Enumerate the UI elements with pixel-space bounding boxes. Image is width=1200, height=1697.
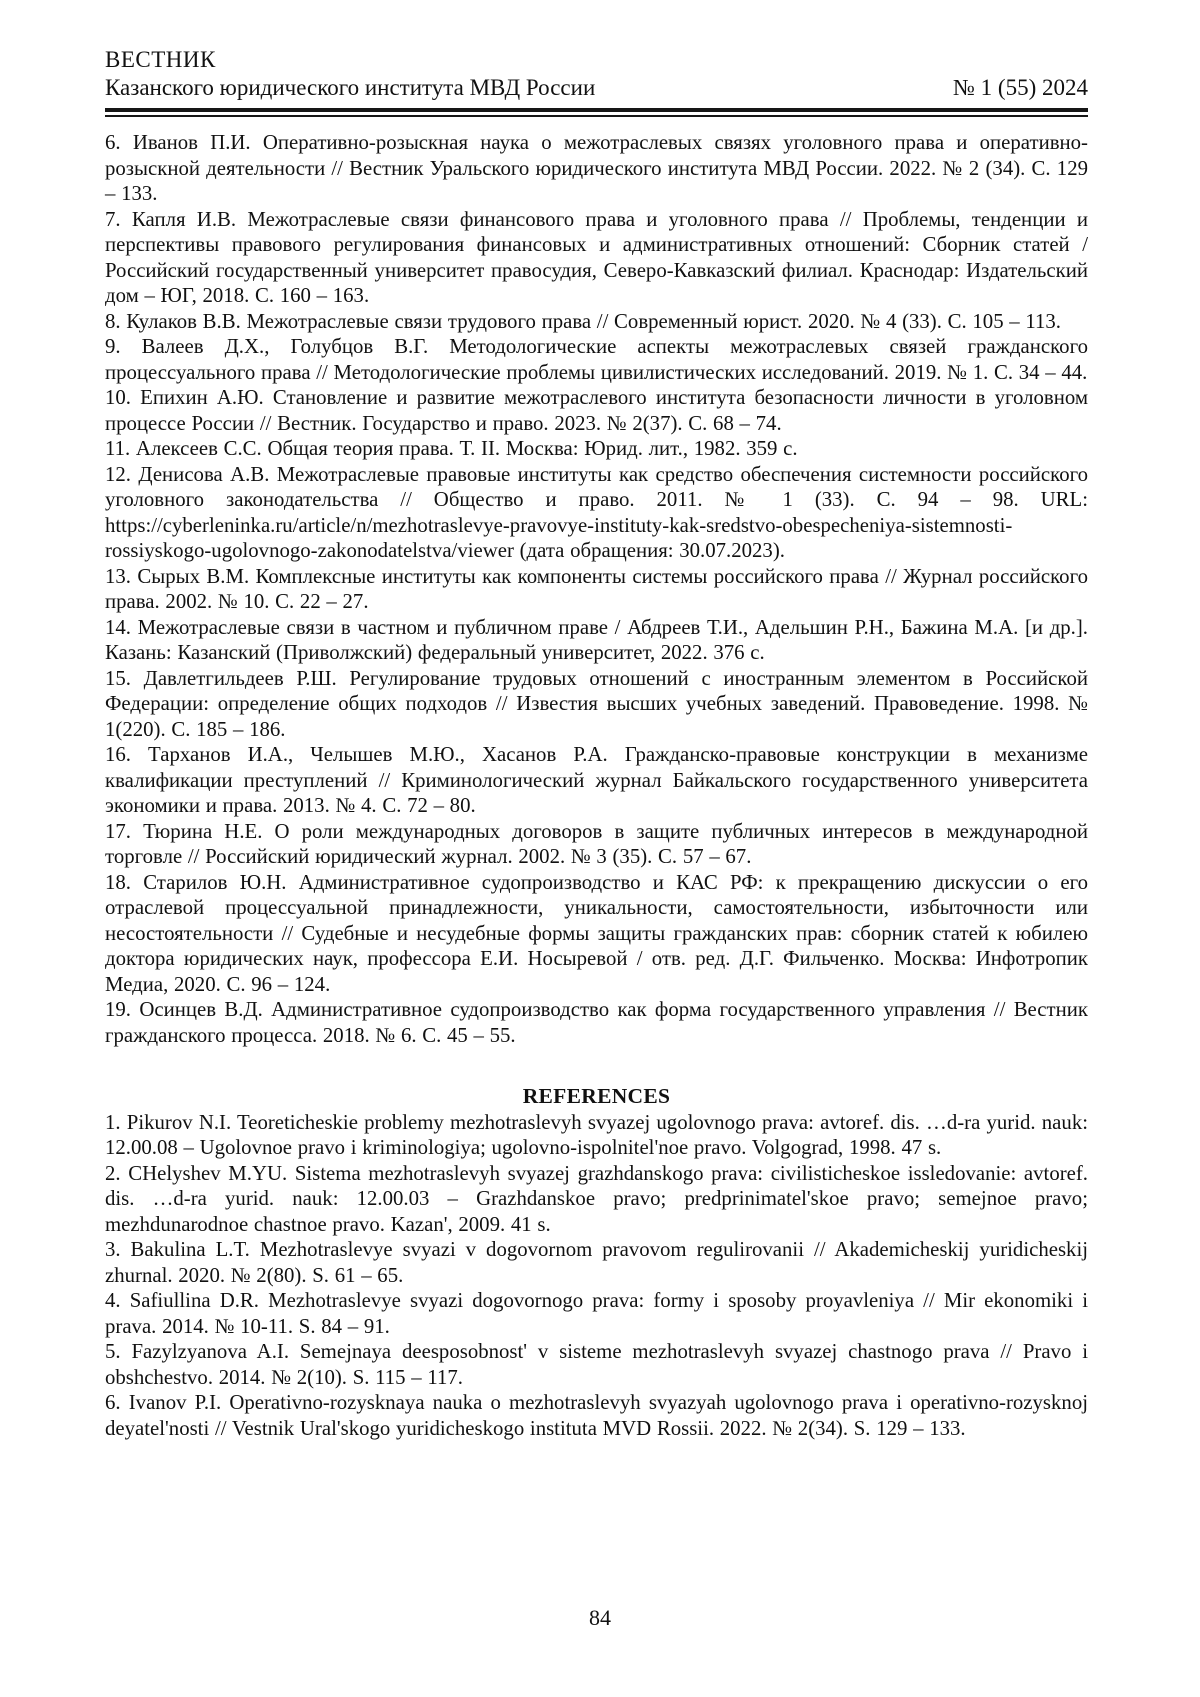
reference-item: 11. Алексеев С.С. Общая теория права. Т. II. Москва: Юрид. лит., 1982. 359 с. [105,437,798,460]
reference-item: 17. Тюрина Н.Е. О роли международных договоров в защите публичных интересов в международной торговле // Российский юридический журнал. 2002. № 3 (35). С. 57 – 67. [105,819,1088,868]
reference-item: 7. Капля И.В. Межотраслевые связи финансового права и уголовного права // Проблемы, тенденции и перспективы правового регулирования финансовых и административных отношений: Сборник статей / Российский государственный университет правосудия, Северо-Кавказский филиал. Краснодар: Издательский дом – ЮГ, 2018. С. 160 – 163. [105,207,1088,307]
reference-item-translit: 3. Bakulina L.T. Mezhotraslevye svyazi v dogovornom pravovom regulirovanii // Akademicheskij yuridicheskij zhurnal. 2020. № 2(80). S. 61 – 65. [105,1238,1088,1287]
reference-item: 8. Кулаков В.В. Межотраслевые связи трудового права // Современный юрист. 2020. № 4 (33). С. 105 – 113. [105,309,1062,333]
reference-item: 9. Валеев Д.Х., Голубцов В.Г. Методологические аспекты межотраслевых связей гражданского процессуального права // Методологические проблемы цивилистических исследований. 2019. № 1. С. 34 – 44. [105,335,1088,384]
page-number: 84 [589,1605,611,1630]
reference-item: 16. Тарханов И.А., Челышев М.Ю., Хасанов Р.А. Гражданско-правовые конструкции в механизме квалификации преступлений // Криминологический журнал Байкальского государственного университета экономики и права. 2013. № 4. С. 72 – 80. [105,743,1088,817]
reference-item-translit: 4. Safiullina D.R. Mezhotraslevye svyazi dogovornogo prava: formy i sposoby proyavleniya // Mir ekonomiki i prava. 2014. № 10-11. S. 84 – 91. [105,1289,1088,1338]
reference-item: 14. Межотраслевые связи в частном и публичном праве / Абдреев Т.И., Адельшин Р.Н., Бажина М.А. [и др.]. Казань: Казанский (Приволжский) федеральный университет, 2022. 376 с. [105,615,1088,664]
references-heading: REFERENCES [522,1084,671,1108]
reference-item: 19. Осинцев В.Д. Административное судопроизводство как форма государственного управления // Вестник гражданского процесса. 2018. № 6. С. 45 – 55. [105,998,1088,1047]
header-divider [105,108,1088,117]
reference-item-translit: 6. Ivanov P.I. Operativno-rozysknaya nauka o mezhotraslevyh svyazyah ugolovnogo prava i operativno-rozysknoj deyatel'nosti // Vestnik Ural'skogo yuridicheskogo instituta MVD Rossii. 2022. № 2(34). S. 129 – 133. [105,1391,1088,1440]
references-section [105,1110,1088,1442]
masthead [105,46,1088,102]
journal-title: ВЕСТНИК [105,47,216,72]
bibliography-section [105,130,1088,1048]
reference-item: 6. Иванов П.И. Оперативно-розыскная наука о межотраслевых связях уголовного права и оперативно-розыскной деятельности // Вестник Уральского юридического института МВД России. 2022. № 2 (34). С. 129 – 133. [105,131,1088,205]
masthead-row [105,74,1088,102]
issue-number: № 1 (55) 2024 [952,75,1088,100]
reference-item-translit: 1. Pikurov N.I. Teoreticheskie problemy mezhotraslevyh svyazej ugolovnogo prava: avtoref. dis. …d-ra yurid. nauk: 12.00.08 – Ugolovnoe pravo i kriminologiya; ugolovno-ispolnitel'noe pravo. Volgograd, 1998. 47 s. [105,1110,1088,1159]
reference-item: 18. Старилов Ю.Н. Административное судопроизводство и КАС РФ: к прекращению дискуссии о его отраслевой процессуальной принадлежности, уникальности, самостоятельности, избыточности или несостоятельности // Судебные и несудебные формы защиты гражданских прав: сборник статей к юбилею доктора юридических наук, профессора Е.И. Носыревой / отв. ред. Д.Г. Фильченко. Москва: Инфотропик Медиа, 2020. С. 96 – 124. [105,870,1088,996]
reference-item-translit: 5. Fazylzyanova A.I. Semejnaya deesposobnost' v sisteme mezhotraslevyh svyazej chastnogo prava // Pravo i obshchestvo. 2014. № 2(10). S. 115 – 117. [105,1340,1088,1389]
journal-subtitle: Казанского юридического института МВД России [105,75,596,100]
reference-item: 12. Денисова А.В. Межотраслевые правовые институты как средство обеспечения системности российского уголовного законодательства // Общество и право. 2011. № 1 (33). С. 94 – 98. URL: https://cyberleninka.ru/article/n/mezhotraslevye-pravovye-instituty-kak-sredstvo-obespecheniya-sistemnosti-rossiyskogo-ugolovnogo-zakonodatelstva/viewer (дата обращения: 30.07.2023). [105,462,1088,562]
reference-item-translit: 2. CHelyshev M.YU. Sistema mezhotraslevyh svyazej grazhdanskogo prava: civilisticheskoe issledovanie: avtoref. dis. …d-ra yurid. nauk: 12.00.03 – Grazhdanskoe pravo; predprinimatel'skoe pravo; semejnoe pravo; mezhdunarodnoe chastnoe pravo. Kazan', 2009. 41 s. [105,1161,1088,1236]
reference-item: 15. Давлетгильдеев Р.Ш. Регулирование трудовых отношений с иностранным элементом в Российской Федерации: определение общих подходов // Известия высших учебных заведений. Правоведение. 1998. № 1(220). С. 185 – 186. [105,666,1088,741]
reference-item: 13. Сырых В.М. Комплексные институты как компоненты системы российского права // Журнал российского права. 2002. № 10. С. 22 – 27. [105,564,1088,613]
reference-item: 10. Епихин А.Ю. Становление и развитие межотраслевого института безопасности личности в уголовном процессе России // Вестник. Государство и право. 2023. № 2(37). С. 68 – 74. [105,386,1088,435]
